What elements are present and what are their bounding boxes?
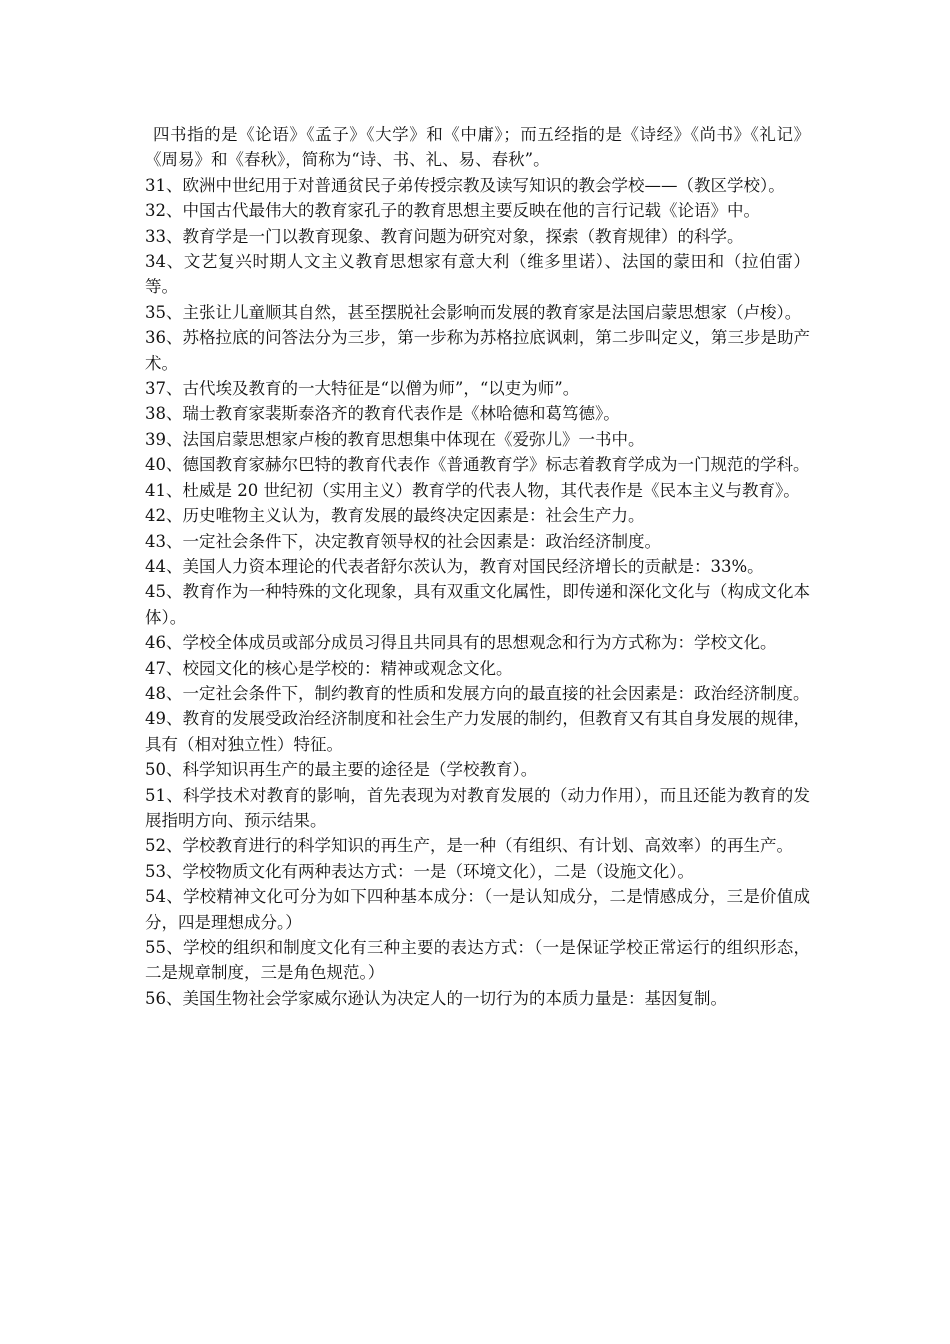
paragraph-intro: 四书指的是《论语》《孟子》《大学》和《中庸》；而五经指的是《诗经》《尚书》《礼记》《周易》和《春秋》，简称为“诗、书、礼、易、春秋”。 bbox=[145, 125, 810, 170]
paragraph-item-45: 45、教育作为一种特殊的文化现象，具有双重文化属性，即传递和深化文化与（构成文化本体）。 bbox=[145, 582, 810, 627]
paragraph-item-54: 54、学校精神文化可分为如下四种基本成分：（一是认知成分，二是情感成分，三是价值成分，四是理想成分。） bbox=[145, 887, 810, 932]
paragraph-item-34: 34、文艺复兴时期人文主义教育思想家有意大利（维多里诺）、法国的蒙田和（拉伯雷）等。 bbox=[145, 252, 810, 297]
paragraph-item-44: 44、美国人力资本理论的代表者舒尔茨认为，教育对国民经济增长的贡献是：33%。 bbox=[145, 556, 764, 576]
paragraph-item-47: 47、校园文化的核心是学校的：精神或观念文化。 bbox=[145, 658, 513, 678]
paragraph-item-49: 49、教育的发展受政治经济制度和社会生产力发展的制约，但教育又有其自身发展的规律，具有（相对独立性）特征。 bbox=[145, 709, 810, 754]
paragraph-item-52: 52、学校教育进行的科学知识的再生产，是一种（有组织、有计划、高效率）的再生产。 bbox=[145, 836, 793, 856]
paragraph-item-43: 43、一定社会条件下，决定教育领导权的社会因素是：政治经济制度。 bbox=[145, 531, 661, 551]
paragraph-item-31: 31、欧洲中世纪用于对普通贫民子弟传授宗教及读写知识的教会学校——（教区学校）。 bbox=[145, 175, 785, 195]
paragraph-item-55: 55、学校的组织和制度文化有三种主要的表达方式：（一是保证学校正常运行的组织形态，二是规章制度，三是角色规范。） bbox=[145, 938, 810, 983]
paragraph-item-50: 50、科学知识再生产的最主要的途径是（学校教育）。 bbox=[145, 760, 538, 780]
paragraph-item-42: 42、历史唯物主义认为，教育发展的最终决定因素是：社会生产力。 bbox=[145, 506, 645, 526]
paragraph-item-51: 51、科学技术对教育的影响，首先表现为对教育发展的（动力作用），而且还能为教育的发展指明方向、预示结果。 bbox=[145, 785, 810, 830]
paragraph-item-53: 53、学校物质文化有两种表达方式：一是（环境文化），二是（设施文化）。 bbox=[145, 861, 694, 881]
paragraph-item-36: 36、苏格拉底的问答法分为三步，第一步称为苏格拉底讽刺，第二步叫定义，第三步是助产术。 bbox=[145, 328, 810, 373]
paragraph-item-39: 39、法国启蒙思想家卢梭的教育思想集中体现在《爱弥儿》一书中。 bbox=[145, 429, 645, 449]
paragraph-item-40: 40、德国教育家赫尔巴特的教育代表作《普通教育学》标志着教育学成为一门规范的学科。 bbox=[145, 455, 810, 475]
document-body bbox=[145, 122, 810, 1011]
paragraph-item-38: 38、瑞士教育家裴斯泰洛齐的教育代表作是《林哈德和葛笃德》。 bbox=[145, 404, 620, 424]
paragraph-item-46: 46、学校全体成员或部分成员习得且共同具有的思想观念和行为方式称为：学校文化。 bbox=[145, 633, 777, 653]
paragraph-item-41: 41、杜威是 20 世纪初（实用主义）教育学的代表人物，其代表作是《民本主义与教育》。 bbox=[145, 480, 800, 500]
paragraph-item-48: 48、一定社会条件下，制约教育的性质和发展方向的最直接的社会因素是：政治经济制度。 bbox=[145, 683, 810, 703]
paragraph-item-56: 56、美国生物社会学家威尔逊认为决定人的一切行为的本质力量是：基因复制。 bbox=[145, 988, 727, 1008]
paragraph-item-35: 35、主张让儿童顺其自然，甚至摆脱社会影响而发展的教育家是法国启蒙思想家（卢梭）。 bbox=[145, 302, 802, 322]
paragraph-item-33: 33、教育学是一门以教育现象、教育问题为研究对象，探索（教育规律）的科学。 bbox=[145, 226, 744, 246]
paragraph-item-37: 37、古代埃及教育的一大特征是“以僧为师”，“以吏为师”。 bbox=[145, 379, 580, 399]
paragraph-item-32: 32、中国古代最伟大的教育家孔子的教育思想主要反映在他的言行记载《论语》中。 bbox=[145, 201, 760, 221]
